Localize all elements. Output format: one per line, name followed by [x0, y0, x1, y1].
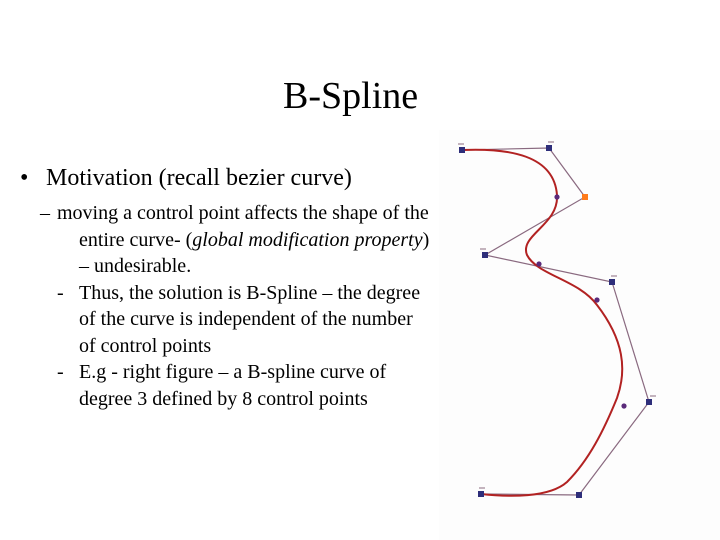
curve-knots [536, 194, 626, 408]
bspline-figure-svg [439, 130, 720, 540]
sub-bullet-marker: – [40, 202, 50, 224]
sub-bullet-list [20, 200, 430, 412]
control-point [459, 147, 465, 153]
sub-bullet-item [20, 280, 430, 360]
control-point [482, 252, 488, 258]
curve-knot [594, 297, 599, 302]
curve-knot [554, 194, 559, 199]
bullet-marker: • [20, 165, 29, 191]
control-point [546, 145, 552, 151]
control-point-highlighted [582, 194, 588, 200]
control-point [646, 399, 652, 405]
bspline-curve [462, 150, 622, 496]
bspline-figure [439, 130, 720, 540]
sub-bullet-text: moving a control point affects the shape of the entire curve- ( [57, 202, 429, 251]
curve-knot [536, 261, 541, 266]
control-point [478, 491, 484, 497]
curve-knot [621, 403, 626, 408]
sub-bullet-text: ) – undesirable. [79, 228, 430, 277]
sub-bullet-marker: - [57, 281, 64, 304]
control-point [609, 279, 615, 285]
main-bullet [20, 160, 430, 196]
control-polygon [462, 148, 649, 495]
slide-title: B-Spline [283, 75, 419, 117]
sub-bullet-marker: - [57, 361, 64, 383]
sub-bullet-text: E.g - right figure – a B-spline curve of degree 3 defined by 8 control points [79, 361, 387, 410]
sub-bullet-text: Thus, the solution is B-Spline – the degree of the curve is independent of the number of control points [79, 281, 421, 357]
sub-bullet-item [20, 200, 430, 280]
main-bullet-text: Motivation (recall bezier curve) [46, 165, 352, 191]
slide-body [20, 160, 430, 412]
sub-bullet-italic-text: global modification property [192, 228, 423, 251]
sub-bullet-item [20, 359, 430, 412]
control-point [576, 492, 582, 498]
